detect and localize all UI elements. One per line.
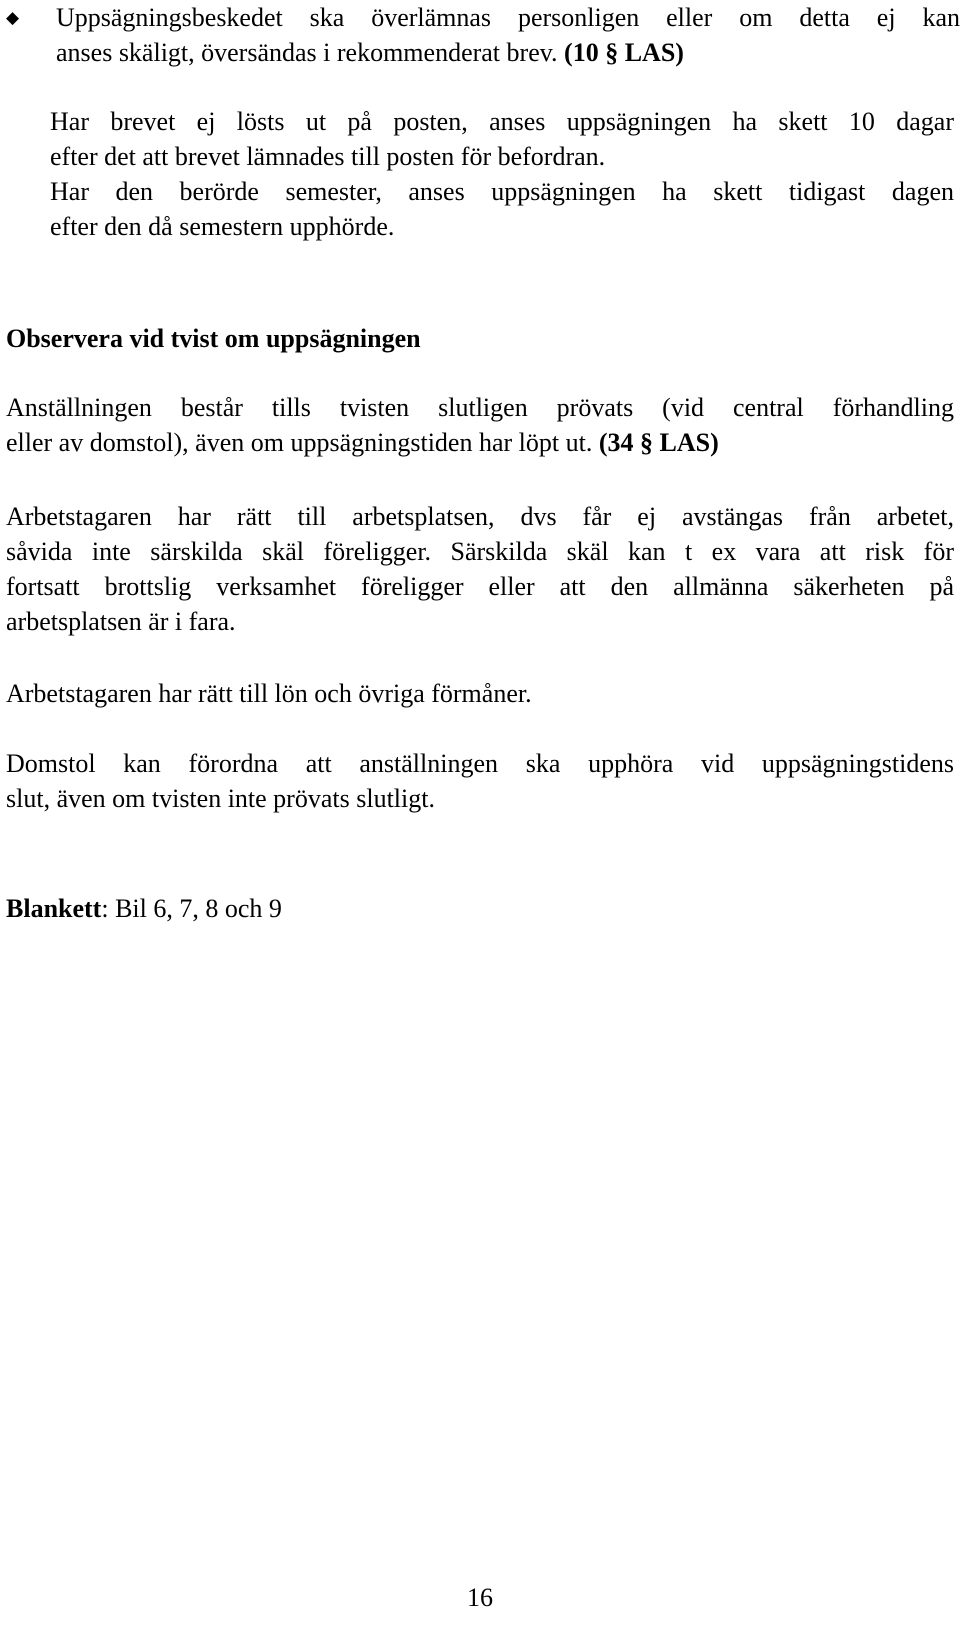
domstol-paragraph xyxy=(6,746,954,816)
posten-line-3: Har den berörde semester, anses uppsägningen ha skett tidigast dagen xyxy=(50,177,954,206)
posten-line-1: Har brevet ej lösts ut på posten, anses uppsägningen ha skett 10 dagar xyxy=(50,107,954,136)
blankett-value: : Bil 6, 7, 8 och 9 xyxy=(101,894,282,923)
arbetsplats-paragraph xyxy=(6,499,954,639)
arbetsplats-line-4: arbetsplatsen är i fara. xyxy=(6,607,236,636)
lon-line-1: Arbetstagaren har rätt till lön och övriga förmåner. xyxy=(6,679,532,708)
bullet-line-2: anses skäligt, översändas i rekommenderat brev. (10 § LAS) xyxy=(56,38,684,67)
arbetsplats-line-2: såvida inte särskilda skäl föreligger. Särskilda skäl kan t ex vara att risk för xyxy=(6,537,954,566)
bullet-text xyxy=(56,0,960,70)
tvist-line-2: eller av domstol), även om uppsägningstiden har löpt ut. (34 § LAS) xyxy=(6,428,719,457)
law-reference: (34 § LAS) xyxy=(598,428,719,457)
blankett-line xyxy=(6,891,954,926)
bullet-line-1: Uppsägningsbeskedet ska överlämnas personligen eller om detta ej kan xyxy=(56,3,960,32)
posten-line-4: efter den då semestern upphörde. xyxy=(50,212,395,241)
tvist-paragraph xyxy=(6,390,954,460)
posten-paragraph xyxy=(50,104,954,244)
blankett-label: Blankett xyxy=(6,894,102,923)
domstol-line-2: slut, även om tvisten inte prövats slutligt. xyxy=(6,784,435,813)
domstol-line-1: Domstol kan förordna att anställningen ska upphöra vid uppsägningstidens xyxy=(6,749,954,778)
lon-paragraph xyxy=(6,676,954,711)
page-number: 16 xyxy=(467,1583,493,1612)
arbetsplats-line-1: Arbetstagaren har rätt till arbetsplatsen, dvs får ej avstängas från arbetet, xyxy=(6,502,954,531)
section-heading: Observera vid tvist om uppsägningen xyxy=(6,324,421,353)
tvist-line-1: Anställningen består tills tvisten slutligen prövats (vid central förhandling xyxy=(6,393,954,422)
posten-line-2: efter det att brevet lämnades till posten för befordran. xyxy=(50,142,606,171)
law-reference: (10 § LAS) xyxy=(564,38,684,67)
arbetsplats-line-3: fortsatt brottslig verksamhet föreligger eller att den allmänna säkerheten på xyxy=(6,572,954,601)
diamond-bullet-icon: ◆ xyxy=(6,8,20,27)
